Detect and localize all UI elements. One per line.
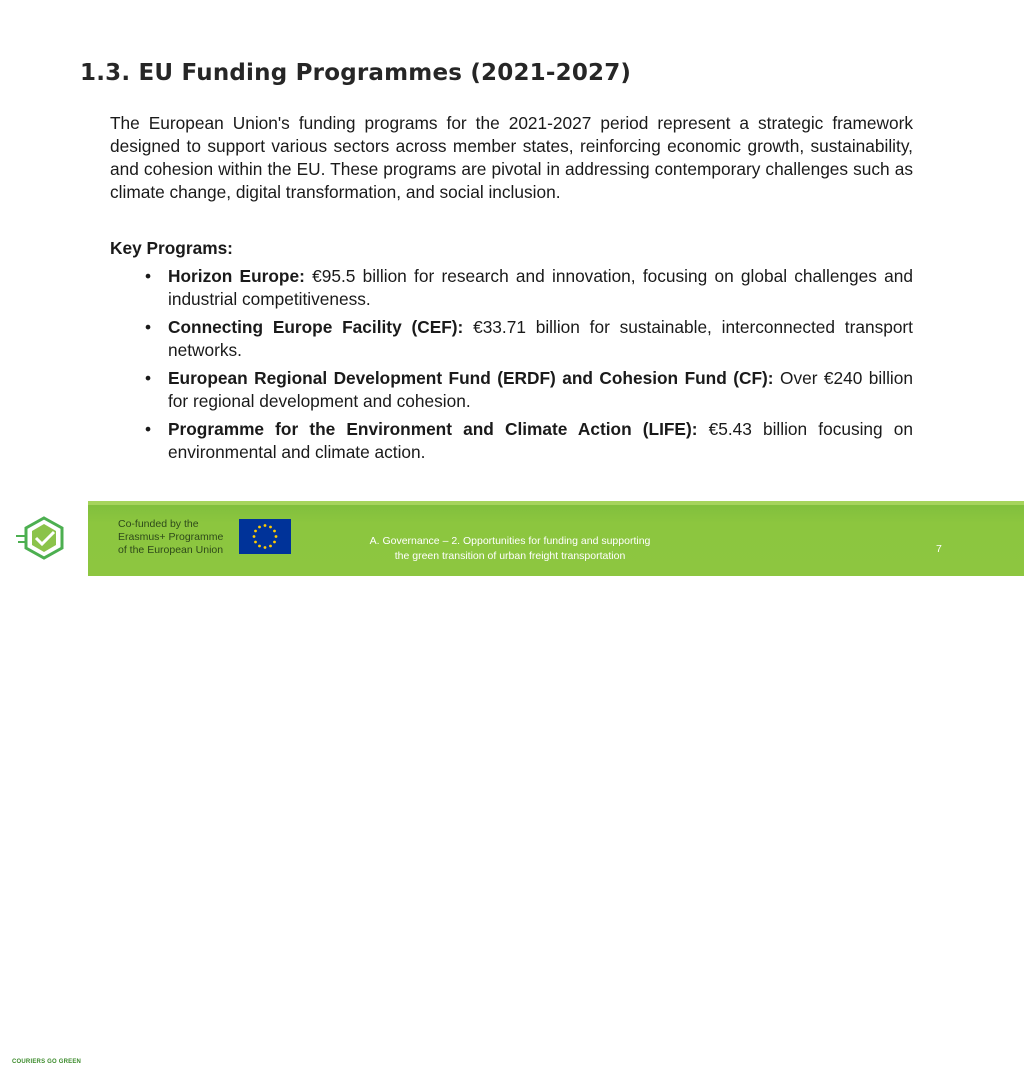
slide-title: 1.3. EU Funding Programmes (2021-2027) [80,60,632,86]
program-desc: €95.5 billion for research and innovation, focusing on global challenges and industrial competitiveness. [168,266,914,309]
eu-flag-icon [239,519,291,554]
intro-paragraph: The European Union's funding programs for the 2021-2027 period represent a strategic framework designed to support various sectors across member states, reinforcing economic growth, sustainability, and cohesion within the EU. These programs are pivotal in addressing contemporary challenges such as climate change, digital transformation, and social inclusion. [110,113,913,202]
program-desc: Over €240 billion for regional development and cohesion. [168,368,913,411]
footer-bar-highlight [88,501,1024,505]
couriers-go-green-logo-icon [14,516,74,560]
program-item [145,316,913,362]
page-number: 7 [936,543,942,555]
program-name: European Regional Development Fund (ERDF) and Cohesion Fund (CF): [168,368,774,388]
bullet: • [145,368,152,388]
bullet: • [145,419,152,439]
program-name: Programme for the Environment and Climate Action (LIFE): [168,419,698,439]
program-name: Connecting Europe Facility (CEF): [168,317,464,337]
programs-list [145,265,913,469]
logo-text: COURIERS GO GREEN [12,1059,82,1065]
key-programs-heading: Key Programs: [110,238,233,258]
program-item [145,265,913,311]
program-item [145,367,913,413]
program-item [145,418,913,464]
program-desc: €33.71 billion for sustainable, interconnected transport networks. [168,317,913,360]
bullet: • [145,266,152,286]
cofunded-line: Erasmus+ Programme [118,531,224,543]
cofunded-line: Co-funded by the [118,518,199,530]
cofunded-line: of the European Union [118,544,224,556]
program-name: Horizon Europe: [168,266,305,286]
cofunded-text [118,518,223,557]
footer-logo-area [0,501,88,1065]
footer-caption [330,534,690,564]
program-desc: €5.43 billion focusing on environmental and climate action. [168,419,913,462]
bullet: • [145,317,152,337]
footer-caption-line: the green transition of urban freight transportation [394,550,626,562]
footer-caption-line: A. Governance – 2. Opportunities for funding and supporting [369,535,651,547]
